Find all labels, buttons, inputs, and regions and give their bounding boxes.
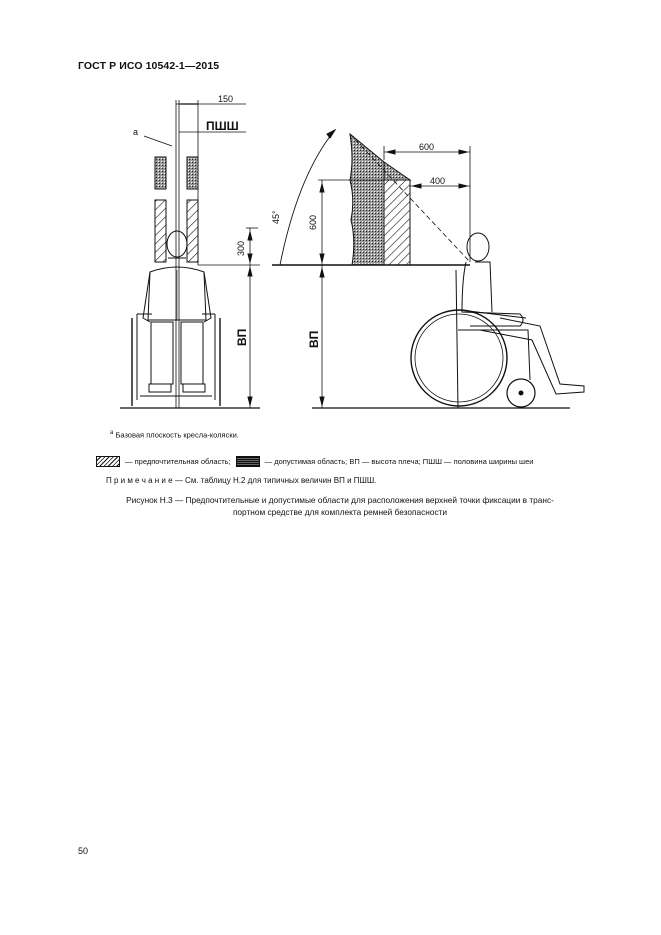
note: [106, 476, 376, 485]
dim-600-top: 600: [419, 142, 435, 152]
dim-400: 400: [430, 176, 446, 186]
preferred-area-swatch: [96, 456, 120, 467]
legend-permissible-text: — допустимая область; ВП — высота плеча; ПШШ — половина ширины шеи: [264, 457, 534, 466]
footnote-text: Базовая плоскость кресла-коляски.: [115, 430, 239, 440]
permissible-area-swatch: [236, 456, 260, 467]
document-header: ГОСТ Р ИСО 10542-1—2015: [78, 60, 220, 72]
label-a: a: [133, 127, 139, 137]
page-number: 50: [78, 846, 89, 856]
figure-caption: [76, 494, 604, 518]
dim-angle-45: 45°: [271, 210, 281, 224]
legend-preferred-text: — предпочтительная область;: [125, 457, 231, 466]
note-text: — См. таблицу Н.2 для типичных величин ВП и ПШШ.: [174, 476, 377, 485]
dim-vp-left: ВП: [235, 328, 249, 346]
seatbelt-anchor-figure: [0, 0, 661, 430]
dim-vp-right: ВП: [307, 330, 321, 348]
caption-line-2: портном средстве для комплекта ремней безопасности: [232, 507, 448, 517]
legend: [96, 456, 533, 467]
dim-600-vert: 600: [308, 214, 318, 230]
side-view: [272, 130, 584, 408]
dim-300: 300: [236, 240, 246, 256]
footnote: [110, 430, 239, 440]
dim-150: 150: [218, 94, 234, 104]
footnote-marker: a: [110, 430, 114, 436]
dim-pshsh: ПШШ: [206, 119, 239, 133]
note-label: П р и м е ч а н и е: [106, 476, 173, 485]
caption-line-1: Рисунок Н.3 — Предпочтительные и допустимые области для расположения верхней точки фиксации в транс-: [126, 495, 554, 505]
